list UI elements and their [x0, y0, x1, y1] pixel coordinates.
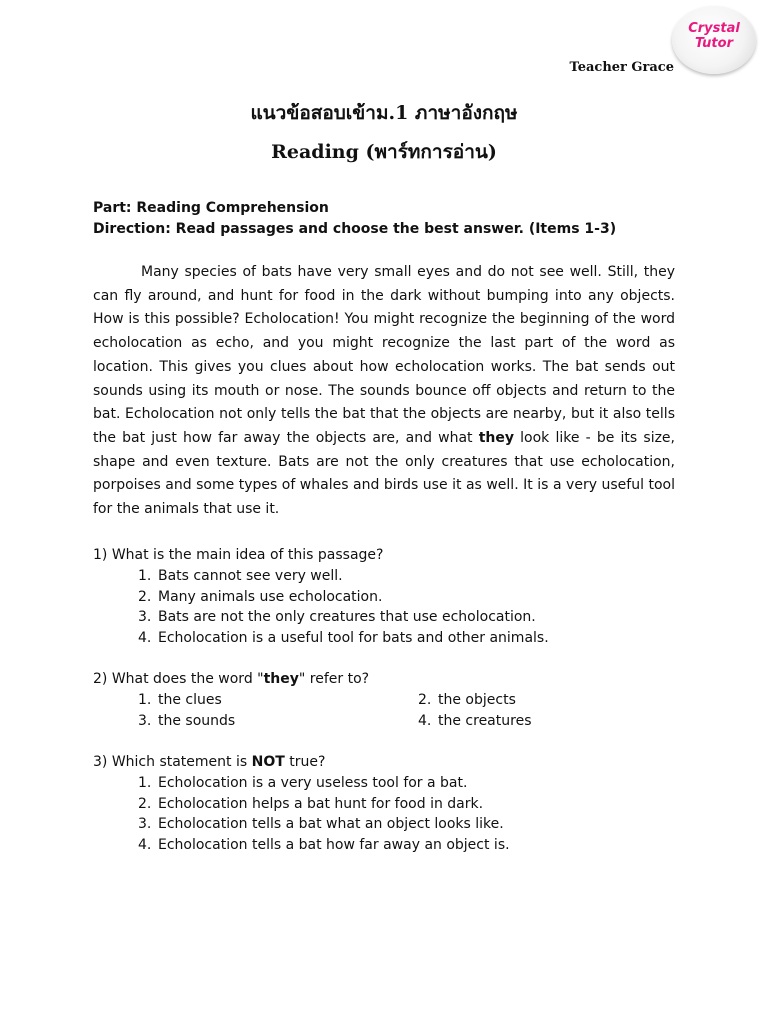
page-title-thai: แนวข้อสอบเข้าม.1 ภาษาอังกฤษ: [250, 102, 518, 124]
question-1-option-1: [138, 568, 343, 584]
question-3-option-4: [138, 837, 510, 853]
question-1-option-4: [138, 630, 549, 646]
option-text: Echolocation tells a bat what an object looks like.: [158, 816, 504, 832]
option-number: 1.: [138, 692, 152, 708]
option-number: 4.: [138, 630, 152, 646]
option-text: the clues: [158, 692, 222, 708]
question-1-option-3: [138, 609, 536, 625]
option-text: Echolocation tells a bat how far away an object is.: [158, 837, 510, 853]
option-number: 2.: [138, 796, 152, 812]
question-2-prompt: [93, 671, 369, 687]
option-number: 1.: [138, 775, 152, 791]
prompt-text: 2) What does the word ": [93, 671, 264, 687]
question-2-option-2: [418, 692, 516, 708]
option-text: Echolocation is a very useless tool for a bat.: [158, 775, 468, 791]
passage-text-1: Many species of bats have very small eyes and do not see well. Still, they can fly around, and hunt for food in the dark without bumping into any objects. How is this possible? Echolocation! You might recognize the beginning of the word echolocation as echo, and you might recognize the last part of the word as location. This gives you clues about how echolocation works. The bat sends out sounds using its mouth or nose. The sounds bounce off objects and return to the bat. Echolocation not only tells the bat that the objects are nearby, but it also tells the bat just how far away the objects are, and what: [93, 264, 675, 446]
prompt-text: 3) Which statement is: [93, 754, 252, 770]
teacher-name: Teacher Grace: [569, 60, 674, 75]
option-number: 3.: [138, 609, 152, 625]
reading-passage: [93, 261, 675, 522]
direction-text: Direction: Read passages and choose the best answer. (Items 1-3): [93, 221, 617, 237]
question-3-option-2: [138, 796, 483, 812]
page-subtitle: Reading (พาร์ทการอ่าน): [271, 141, 497, 163]
question-2-option-1: [138, 692, 222, 708]
question-2-option-3: [138, 713, 235, 729]
logo-line-2: Tutor: [694, 36, 733, 51]
prompt-bold: they: [263, 671, 299, 687]
option-text: the creatures: [438, 713, 532, 729]
part-heading: Part: Reading Comprehension: [93, 200, 329, 216]
option-number: 4.: [418, 713, 432, 729]
option-text: Bats are not the only creatures that use echolocation.: [158, 609, 536, 625]
option-text: Many animals use echolocation.: [158, 589, 383, 605]
logo-line-1: Crystal: [688, 21, 740, 36]
passage-text-2: look like - be its size, shape and even texture. Bats are not the only creatures that use echolocation, porpoises and some types of whales and birds use it as well. It is a very useful tool for the animals that use it.: [93, 429, 675, 518]
question-1-prompt: 1) What is the main idea of this passage?: [93, 547, 384, 563]
option-text: the sounds: [158, 713, 236, 729]
question-3-prompt: [93, 754, 325, 770]
option-text: Echolocation helps a bat hunt for food in dark.: [158, 796, 484, 812]
option-text: the objects: [438, 692, 516, 708]
question-3-option-1: [138, 775, 467, 791]
option-number: 2.: [138, 589, 152, 605]
option-number: 2.: [418, 692, 432, 708]
prompt-bold: NOT: [251, 754, 285, 770]
option-number: 4.: [138, 837, 152, 853]
option-text: Echolocation is a useful tool for bats and other animals.: [158, 630, 549, 646]
question-1-option-2: [138, 589, 382, 605]
passage-bold-word: they: [478, 429, 514, 446]
question-3-option-3: [138, 816, 504, 832]
option-number: 1.: [138, 568, 152, 584]
prompt-text: true?: [284, 754, 326, 770]
question-2-option-4: [418, 713, 531, 729]
option-number: 3.: [138, 816, 152, 832]
option-number: 3.: [138, 713, 152, 729]
prompt-text: " refer to?: [298, 671, 370, 687]
option-text: Bats cannot see very well.: [158, 568, 343, 584]
crystal-tutor-logo: [672, 6, 756, 74]
